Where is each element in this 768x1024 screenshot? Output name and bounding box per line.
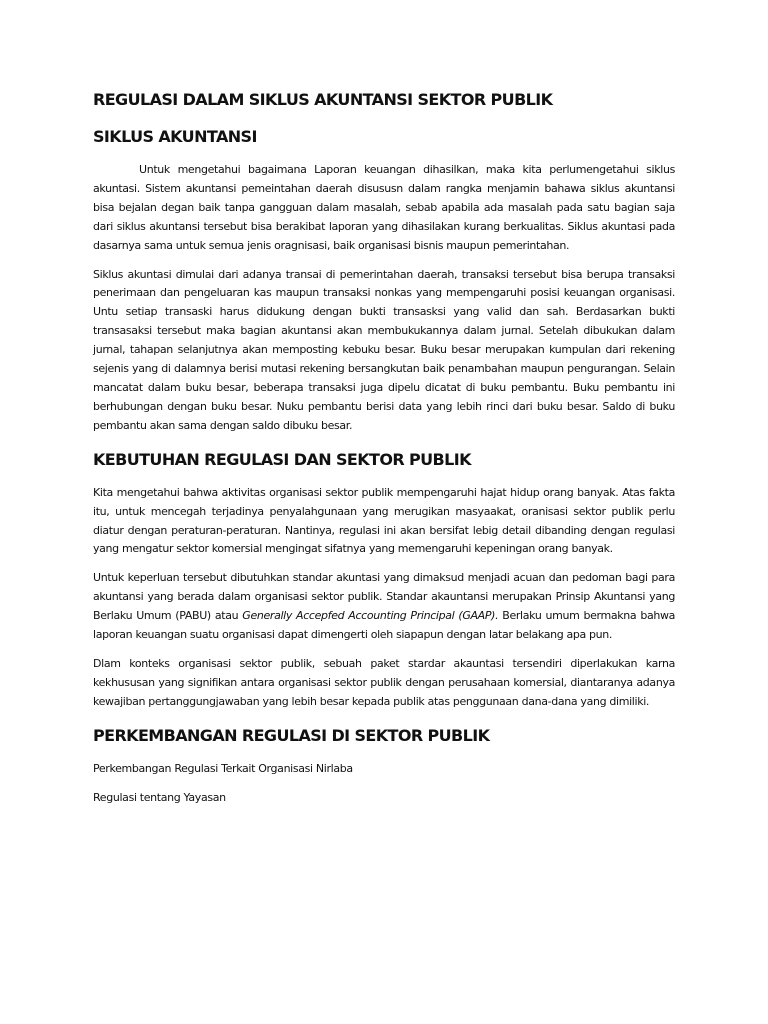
paragraph-kebutuhan-1: Kita mengetahui bahwa aktivitas organisasi sektor publik mempengaruhi hajat hidup orang banyak. Atas fakta itu, untuk mencegah terjadinya penyalahgunaan yang merugikan masyaakat, oranisasi sektor publik perlu diatur dengan peraturan-peraturan. Nantinya, regulasi ini akan bersifat lebig detail dibanding dengan regulasi yang mengatur sektor komersial mengingat sifatnya yang memengaruhi kepeningan orang banyak. — [93, 485, 675, 556]
paragraph-kebutuhan-3: Dlam konteks organisasi sektor publik, sebuah paket stardar akauntasi tersendiri diperlakukan karna kekhususan yang signifikan antara organisasi sektor publik dengan perusahaan komersial, diantaranya adanya kewajiban pertanggungjawaban yang lebih besar kepada publik atas penggunaan dana-dana yang dimiliki. — [93, 656, 675, 708]
paragraph-siklus-1: Untuk mengetahui bagaimana Laporan keuangan dihasilkan, maka kita perlumengetahui siklus akuntasi. Sistem akuntansi pemeintahan daerah disususn dalam rangka menjamin bahawa siklus akuntansi bisa bejalan degan baik tanpa gangguan dalam masalah, sebab apabila ada masalah pada satu bagian saja dari siklus akuntansi tersebut bisa berakibat laporan yang dihasilakan kurang berkualitas. Siklus akuntasi pada dasarnya sama untuk semua jenis oragnisasi, baik organisasi bisnis maupun pemerintahan. — [93, 163, 675, 252]
paragraph-kebutuhan-2 — [93, 569, 675, 645]
paragraph-kebutuhan-2-before: Untuk keperluan tersebut dibutuhkan standar akuntasi yang dimaksud menjadi acuan dan pedoman bagi para akuntansi yang berada dalam organisasi sektor publik. Standar akauntansi merupakan Prinsip Akuntansi yang Berlaku Umum (PABU) atau — [93, 571, 675, 623]
document-title: REGULASI DALAM SIKLUS AKUNTANSI SEKTOR PUBLIK — [93, 90, 553, 109]
document-page — [93, 88, 675, 807]
paragraph-kebutuhan-2-after: Berlaku umum bermakna bahwa laporan keuangan suatu organisasi dapat dimengerti oleh siapapun dengan latar belakang apa pun. — [93, 609, 675, 642]
section-heading-perkembangan-regulasi: PERKEMBANGAN REGULASI DI SEKTOR PUBLIK — [93, 725, 490, 745]
subheading-regulasi-yayasan: Regulasi tentang Yayasan — [93, 790, 226, 804]
section-heading-kebutuhan-regulasi: KEBUTUHAN REGULASI DAN SEKTOR PUBLIK — [93, 449, 471, 469]
paragraph-siklus-2: Siklus akuntasi dimulai dari adanya transai di pemerintahan daerah, transaksi tersebut bisa berupa transaksi penerimaan dan pengeluaran kas maupun transaksi nonkas yang mempengaruhi posisi keuangan organisasi. Untu setiap transaski harus didukung dengan bukti transasksi yang valid dan sah. Berdasarkan bukti transasaksi tersebut maka bagian akuntansi akan membukukannya dalam jurnal. Setelah dibukukan dalam jurnal, tahapan selanjutnya akan memposting kebuku besar. Buku besar merupakan kumpulan dari rekening sejenis yang di dalamnya berisi mutasi rekening bersangkutan baik penambahan maupun pengurangan. Selain mancatat dalam buku besar, beberapa transaksi juga dipelu dicatat di buku pembantu. Buku pembantu ini berhubungan dengan buku besar. Nuku pembantu berisi data yang lebih rinci dari buku besar. Saldo di buku pembantu akan sama dengan saldo dibuku besar. — [93, 267, 675, 432]
subheading-organisasi-nirlaba: Perkembangan Regulasi Terkait Organisasi Nirlaba — [93, 761, 353, 775]
paragraph-kebutuhan-2-italic: Generally Accepfed Accounting Principal (GAAP). — [242, 609, 499, 623]
section-heading-siklus-akuntansi: SIKLUS AKUNTANSI — [93, 127, 257, 146]
